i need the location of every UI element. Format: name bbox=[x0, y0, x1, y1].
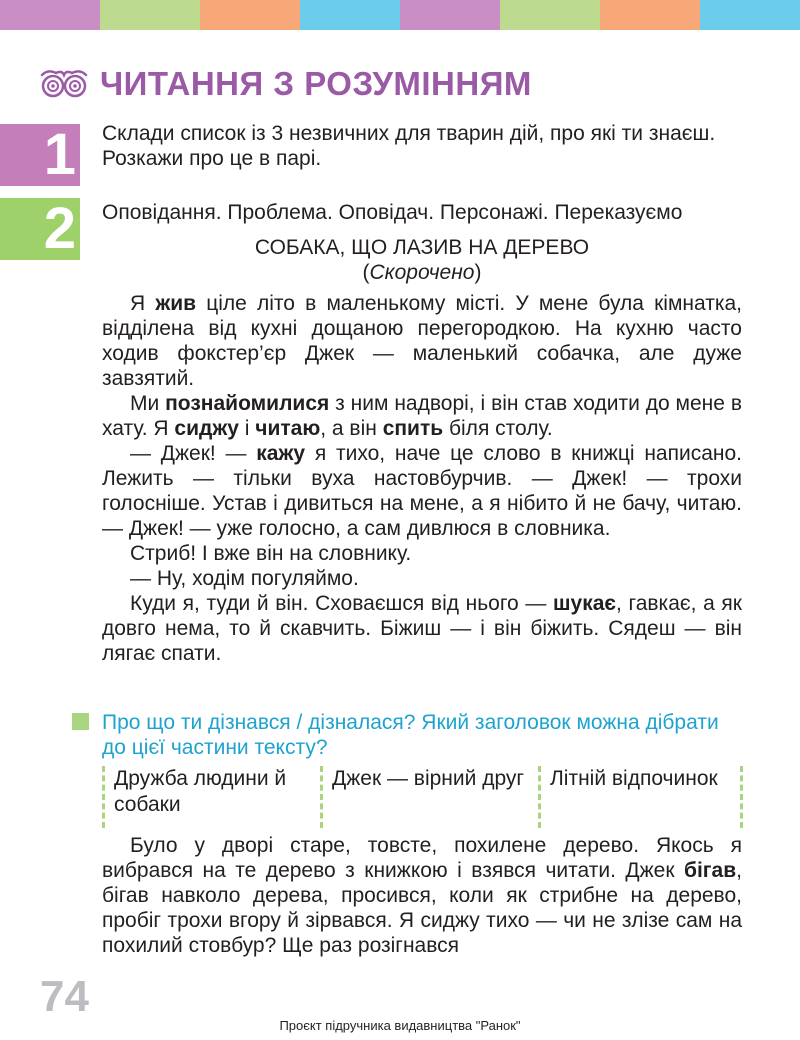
task-number-2: 2 bbox=[0, 198, 80, 260]
story-title bbox=[102, 235, 742, 285]
story-subtitle: (Скорочено) bbox=[362, 261, 482, 284]
section-title: ЧИТАННЯ З РОЗУМІННЯМ bbox=[100, 65, 532, 102]
story-paragraph: Куди я, туди й він. Сховаєшся від нього — шукає, гавкає, а як довго нема, то й скавчить. Біжиш — і він біжить. Сядеш — він лягає спати. bbox=[102, 592, 742, 665]
option-divider bbox=[740, 766, 743, 828]
strip-segment bbox=[600, 0, 700, 30]
title-options bbox=[102, 766, 742, 828]
story-paragraph: — Ну, ходім погуляймо. bbox=[130, 567, 359, 590]
title-option: Літній відпочинок bbox=[550, 767, 718, 790]
story-paragraph: Я жив ціле літо в маленькому місті. У мене була кімнатка, відділена від кухні дощаною перегородкою. На кухню часто ходив фокстер’єр Джек — маленький собачка, але дуже завзятий. bbox=[102, 292, 743, 390]
strip-segment bbox=[500, 0, 600, 30]
story-paragraph: Було у дворі старе, товсте, похилене дерево. Якось я вибрався на те дерево з книжкою і взявся читати. Джек бігав, бігав навколо дерева, просився, коли як стрибне на дерево, пробіг трохи вгору й зірвався. Я сиджу тихо — чи не злізе сам на похилий стовбур? Ще раз розігнався bbox=[102, 834, 742, 957]
task-number-1: 1 bbox=[0, 124, 80, 186]
strip-segment bbox=[0, 0, 100, 30]
story-continuation bbox=[102, 833, 742, 958]
task-1-text: Склади список із 3 незвичних для тварин дій, про які ти знаєш. Розкажи про це в парі. bbox=[102, 122, 716, 170]
page-number: 74 bbox=[40, 972, 89, 1021]
story-paragraph: Ми познайомилися з ним надворі, і він став ходити до мене в хату. Я сиджу і читаю, а він спить біля столу. bbox=[102, 392, 742, 440]
strip-segment bbox=[700, 0, 800, 30]
story-paragraph: — Джек! — кажу я тихо, наче це слово в книжці написано. Лежить — тільки вуха настовбурчив. — Джек! — трохи голосніше. Устав і дивиться на мене, а я нібито й не бачу, читаю. — Джек! — уже голосно, а сам дивлюся в словника. bbox=[102, 442, 742, 540]
section-header bbox=[38, 62, 532, 106]
title-option: Дружба людини й собаки bbox=[114, 767, 287, 816]
story-text bbox=[102, 291, 742, 666]
publisher-footer: Проєкт підручника видавництва "Ранок" bbox=[279, 1018, 521, 1033]
strip-segment bbox=[400, 0, 500, 30]
top-color-strip bbox=[0, 0, 800, 30]
story-heading: СОБАКА, ЩО ЛАЗИВ НА ДЕРЕВО bbox=[254, 236, 590, 259]
strip-segment bbox=[300, 0, 400, 30]
strip-segment bbox=[200, 0, 300, 30]
task-2-text: Оповідання. Проблема. Оповідач. Персонажі. Переказуємо bbox=[102, 201, 683, 224]
question-marker bbox=[72, 713, 89, 730]
strip-segment bbox=[100, 0, 200, 30]
question-text: Про що ти дізнався / дізналася? Який заголовок можна дібрати до цієї частини тексту? bbox=[102, 711, 719, 759]
title-option: Джек — вірний друг bbox=[332, 767, 525, 790]
story-paragraph: Стриб! І вже він на словнику. bbox=[130, 542, 412, 565]
owl-eyes-icon bbox=[38, 69, 90, 99]
